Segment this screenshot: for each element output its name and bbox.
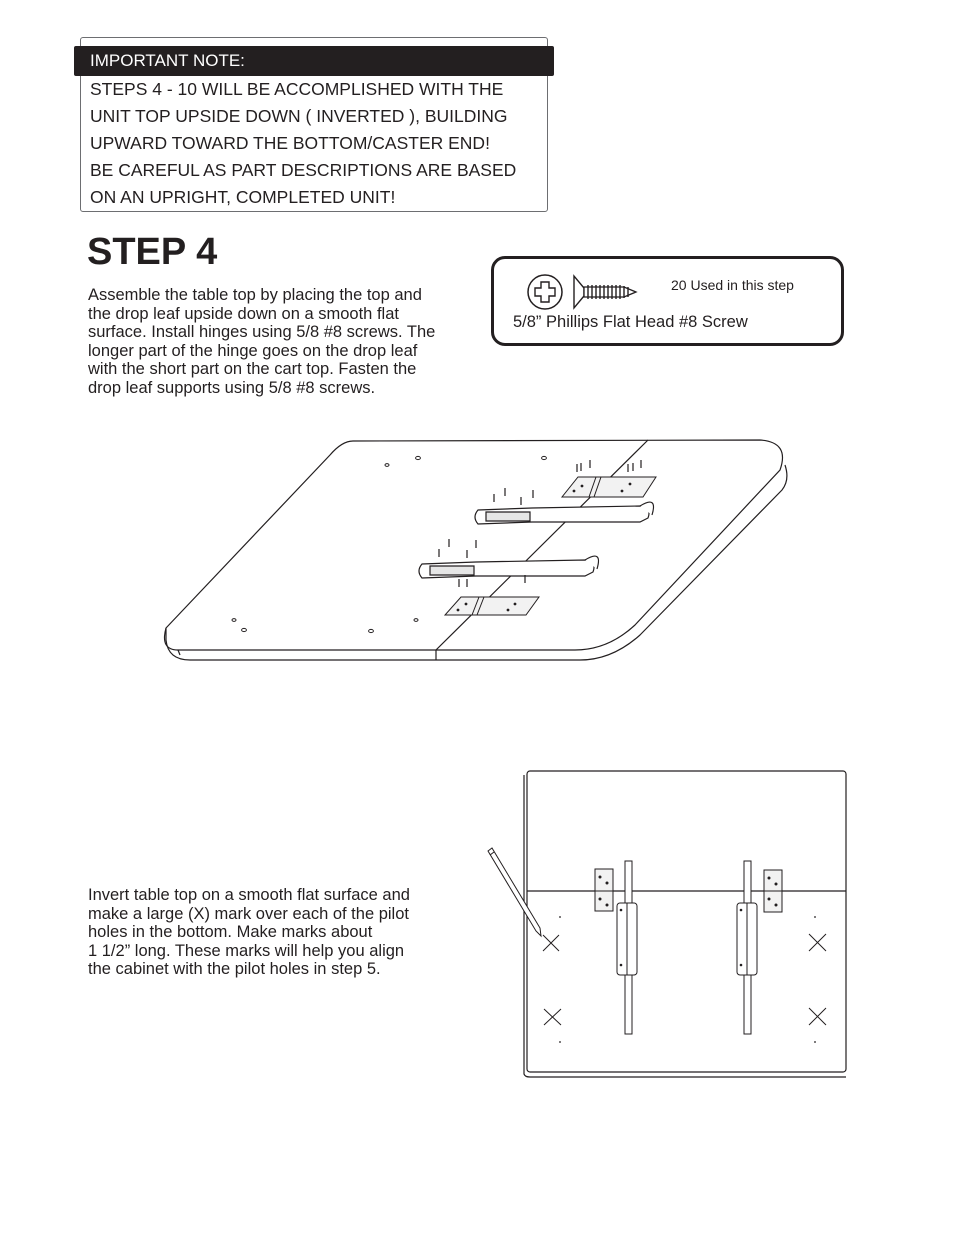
important-note-header: IMPORTANT NOTE: — [74, 46, 554, 76]
instruction-line: the drop leaf upside down on a smooth flat — [88, 304, 399, 323]
instruction-line: Invert table top on a smooth flat surface and — [88, 886, 410, 904]
hinge-icon — [764, 870, 782, 912]
drop-leaf-support-icon — [737, 861, 757, 1034]
instruction-line: 1 1/2” long. These marks will help you align — [88, 941, 405, 960]
hinge-icon — [595, 869, 613, 911]
drop-leaf-support-icon — [617, 861, 637, 1034]
step-title: STEP 4 — [87, 231, 218, 273]
instruction-line: the cabinet with the pilot holes in step 5. — [88, 960, 381, 979]
important-note-line: BE CAREFUL AS PART DESCRIPTIONS ARE BASED — [90, 160, 517, 180]
instruction-line: with the short part on the cart top. Fasten the — [88, 360, 417, 379]
pencil-icon — [488, 848, 541, 936]
instruction-line: Assemble the table top by placing the top and — [88, 286, 422, 304]
important-note-line: STEPS 4 - 10 WILL BE ACCOMPLISHED WITH THE — [90, 79, 504, 99]
instruction-line: surface. Install hinges using 5/8 #8 screws. The — [88, 323, 436, 342]
instruction-line: drop leaf supports using 5/8 #8 screws. — [88, 378, 376, 397]
instruction-line: make a large (X) mark over each of the pilot — [88, 904, 409, 923]
instruction-line: holes in the bottom. Make marks about — [88, 923, 373, 942]
important-note-line: UPWARD TOWARD THE BOTTOM/CASTER END! — [90, 133, 490, 153]
instruction-line: longer part of the hinge goes on the drop leaf — [88, 341, 418, 360]
hardware-count: 20 Used in this step — [671, 277, 794, 293]
important-note-line: UNIT TOP UPSIDE DOWN ( INVERTED ), BUILDING — [90, 106, 508, 126]
x-mark-icons — [543, 934, 826, 1025]
important-note-line: ON AN UPRIGHT, COMPLETED UNIT! — [90, 187, 396, 207]
hardware-name: 5/8” Phillips Flat Head #8 Screw — [513, 313, 748, 331]
